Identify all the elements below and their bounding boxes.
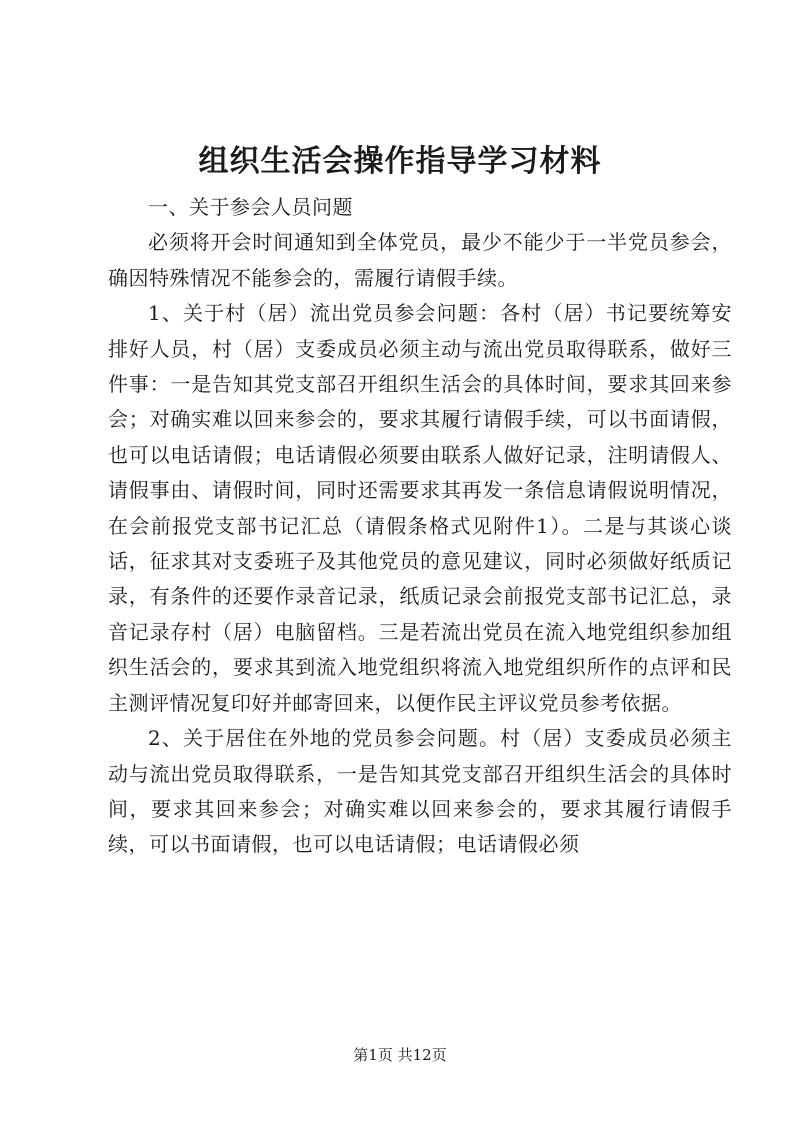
paragraph-remote-members: 2、关于居住在外地的党员参会问题。村（居）支委成员必须主动与流出党员取得联系，一是告知其党支部召开组织生活会的具体时间，要求其回来参会；对确实难以回来参会的，要求其履行请假手续，可以书面请假，也可以电话请假；电话请假必须 [108,726,732,857]
document-body [108,190,732,863]
paragraph-attendance: 必须将开会时间通知到全体党员，最少不能少于一半党员参会，确因特殊情况不能参会的，需履行请假手续。 [108,230,732,290]
page-footer: 第1页 共12页 [353,1046,447,1064]
paragraph-outflow-members: 1、关于村（居）流出党员参会问题：各村（居）书记要统筹安排好人员，村（居）支委成员必须主动与流出党员取得联系，做好三件事：一是告知其党支部召开组织生活会的具体时间，要求其回来参会；对确实难以回来参会的，要求其履行请假手续，可以书面请假，也可以电话请假；电话请假必须要由联系人做好记录，注明请假人、请假事由、请假时间，同时还需要求其再发一条信息请假说明情况，在会前报党支部书记汇总（请假条格式见附件1）。二是与其谈心谈话，征求其对支委班子及其他党员的意见建议，同时必须做好纸质记录，有条件的还要作录音记录，纸质记录会前报党支部书记汇总，录音记录存村（居）电脑留档。三是若流出党员在流入地党组织参加组织生活会的，要求其到流入地党组织将流入地党组织所作的点评和民主测评情况复印好并邮寄回来，以便作民主评议党员参考依据。 [108,301,732,715]
section-heading: 一、关于参会人员问题 [148,195,353,219]
page-title: 组织生活会操作指导学习材料 [198,144,602,179]
